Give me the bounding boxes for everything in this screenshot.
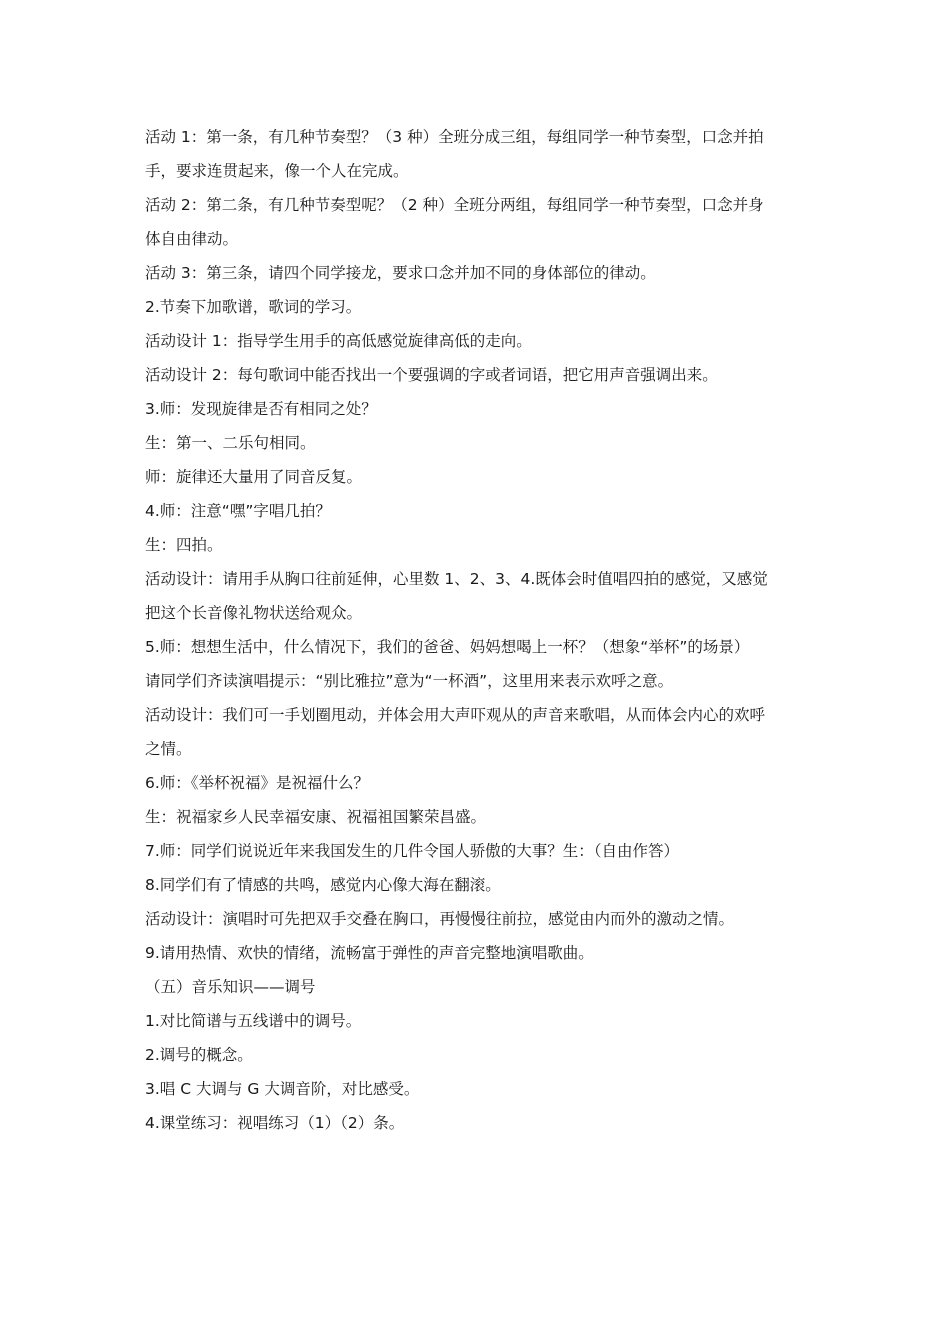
text-line: 请同学们齐读演唱提示：“别比雅拉”意为“一杯酒”，这里用来表示欢呼之意。	[145, 672, 674, 690]
text-line: 活动设计：演唱时可先把双手交叠在胸口，再慢慢往前拉，感觉由内而外的激动之情。	[145, 910, 735, 928]
text-line: 体自由律动。	[145, 230, 239, 248]
text-line: 活动 2：第二条，有几种节奏型呢？（2 种）全班分两组，每组同学一种节奏型，口念并身	[145, 196, 764, 214]
text-line: 活动 1：第一条，有几种节奏型？（3 种）全班分成三组，每组同学一种节奏型，口念并拍	[145, 128, 764, 146]
text-line: 6.师：《举杯祝福》是祝福什么？	[145, 774, 370, 792]
text-line: 3.唱 C 大调与 G 大调音阶，对比感受。	[145, 1080, 420, 1098]
text-line: 2.节奏下加歌谱，歌词的学习。	[145, 298, 362, 316]
text-line: 手，要求连贯起来，像一个人在完成。	[145, 162, 409, 180]
text-line: 活动设计：我们可一手划圈甩动，并体会用大声吓观从的声音来歌唱，从而体会内心的欢呼	[145, 706, 766, 724]
text-line: 师：旋律还大量用了同音反复。	[145, 468, 363, 486]
text-line: 5.师：想想生活中，什么情况下，我们的爸爸、妈妈想喝上一杯？（想象“举杯”的场景）	[145, 638, 750, 656]
text-line: 活动设计 2：每句歌词中能否找出一个要强调的字或者词语，把它用声音强调出来。	[145, 366, 718, 384]
text-line: 生：四拍。	[145, 536, 223, 554]
text-line: 生：第一、二乐句相同。	[145, 434, 316, 452]
text-line: 1.对比简谱与五线谱中的调号。	[145, 1012, 362, 1030]
text-line: 生：祝福家乡人民幸福安康、祝福祖国繁荣昌盛。	[145, 808, 487, 826]
text-line: 7.师：同学们说说近年来我国发生的几件令国人骄傲的大事？生：（自由作答）	[145, 842, 680, 860]
text-line: 之情。	[145, 740, 192, 758]
text-line: 8.同学们有了情感的共鸣，感觉内心像大海在翻滚。	[145, 876, 501, 894]
text-line: 4.课堂练习：视唱练习（1）（2）条。	[145, 1114, 405, 1132]
document-body	[145, 120, 810, 1140]
text-line: 3.师：发现旋律是否有相同之处？	[145, 400, 377, 418]
text-line: 4.师：注意“嘿”字唱几拍？	[145, 502, 331, 520]
text-line: 活动设计：请用手从胸口往前延伸，心里数 1、2、3、4.既体会时值唱四拍的感觉，又感觉	[145, 570, 768, 588]
text-line: 活动设计 1：指导学生用手的高低感觉旋律高低的走向。	[145, 332, 532, 350]
text-line: 9.请用热情、欢快的情绪，流畅富于弹性的声音完整地演唱歌曲。	[145, 944, 594, 962]
text-line: 活动 3：第三条，请四个同学接龙，要求口念并加不同的身体部位的律动。	[145, 264, 656, 282]
section-heading: （五）音乐知识——调号	[145, 978, 316, 996]
text-line: 2.调号的概念。	[145, 1046, 253, 1064]
text-line: 把这个长音像礼物状送给观众。	[145, 604, 363, 622]
